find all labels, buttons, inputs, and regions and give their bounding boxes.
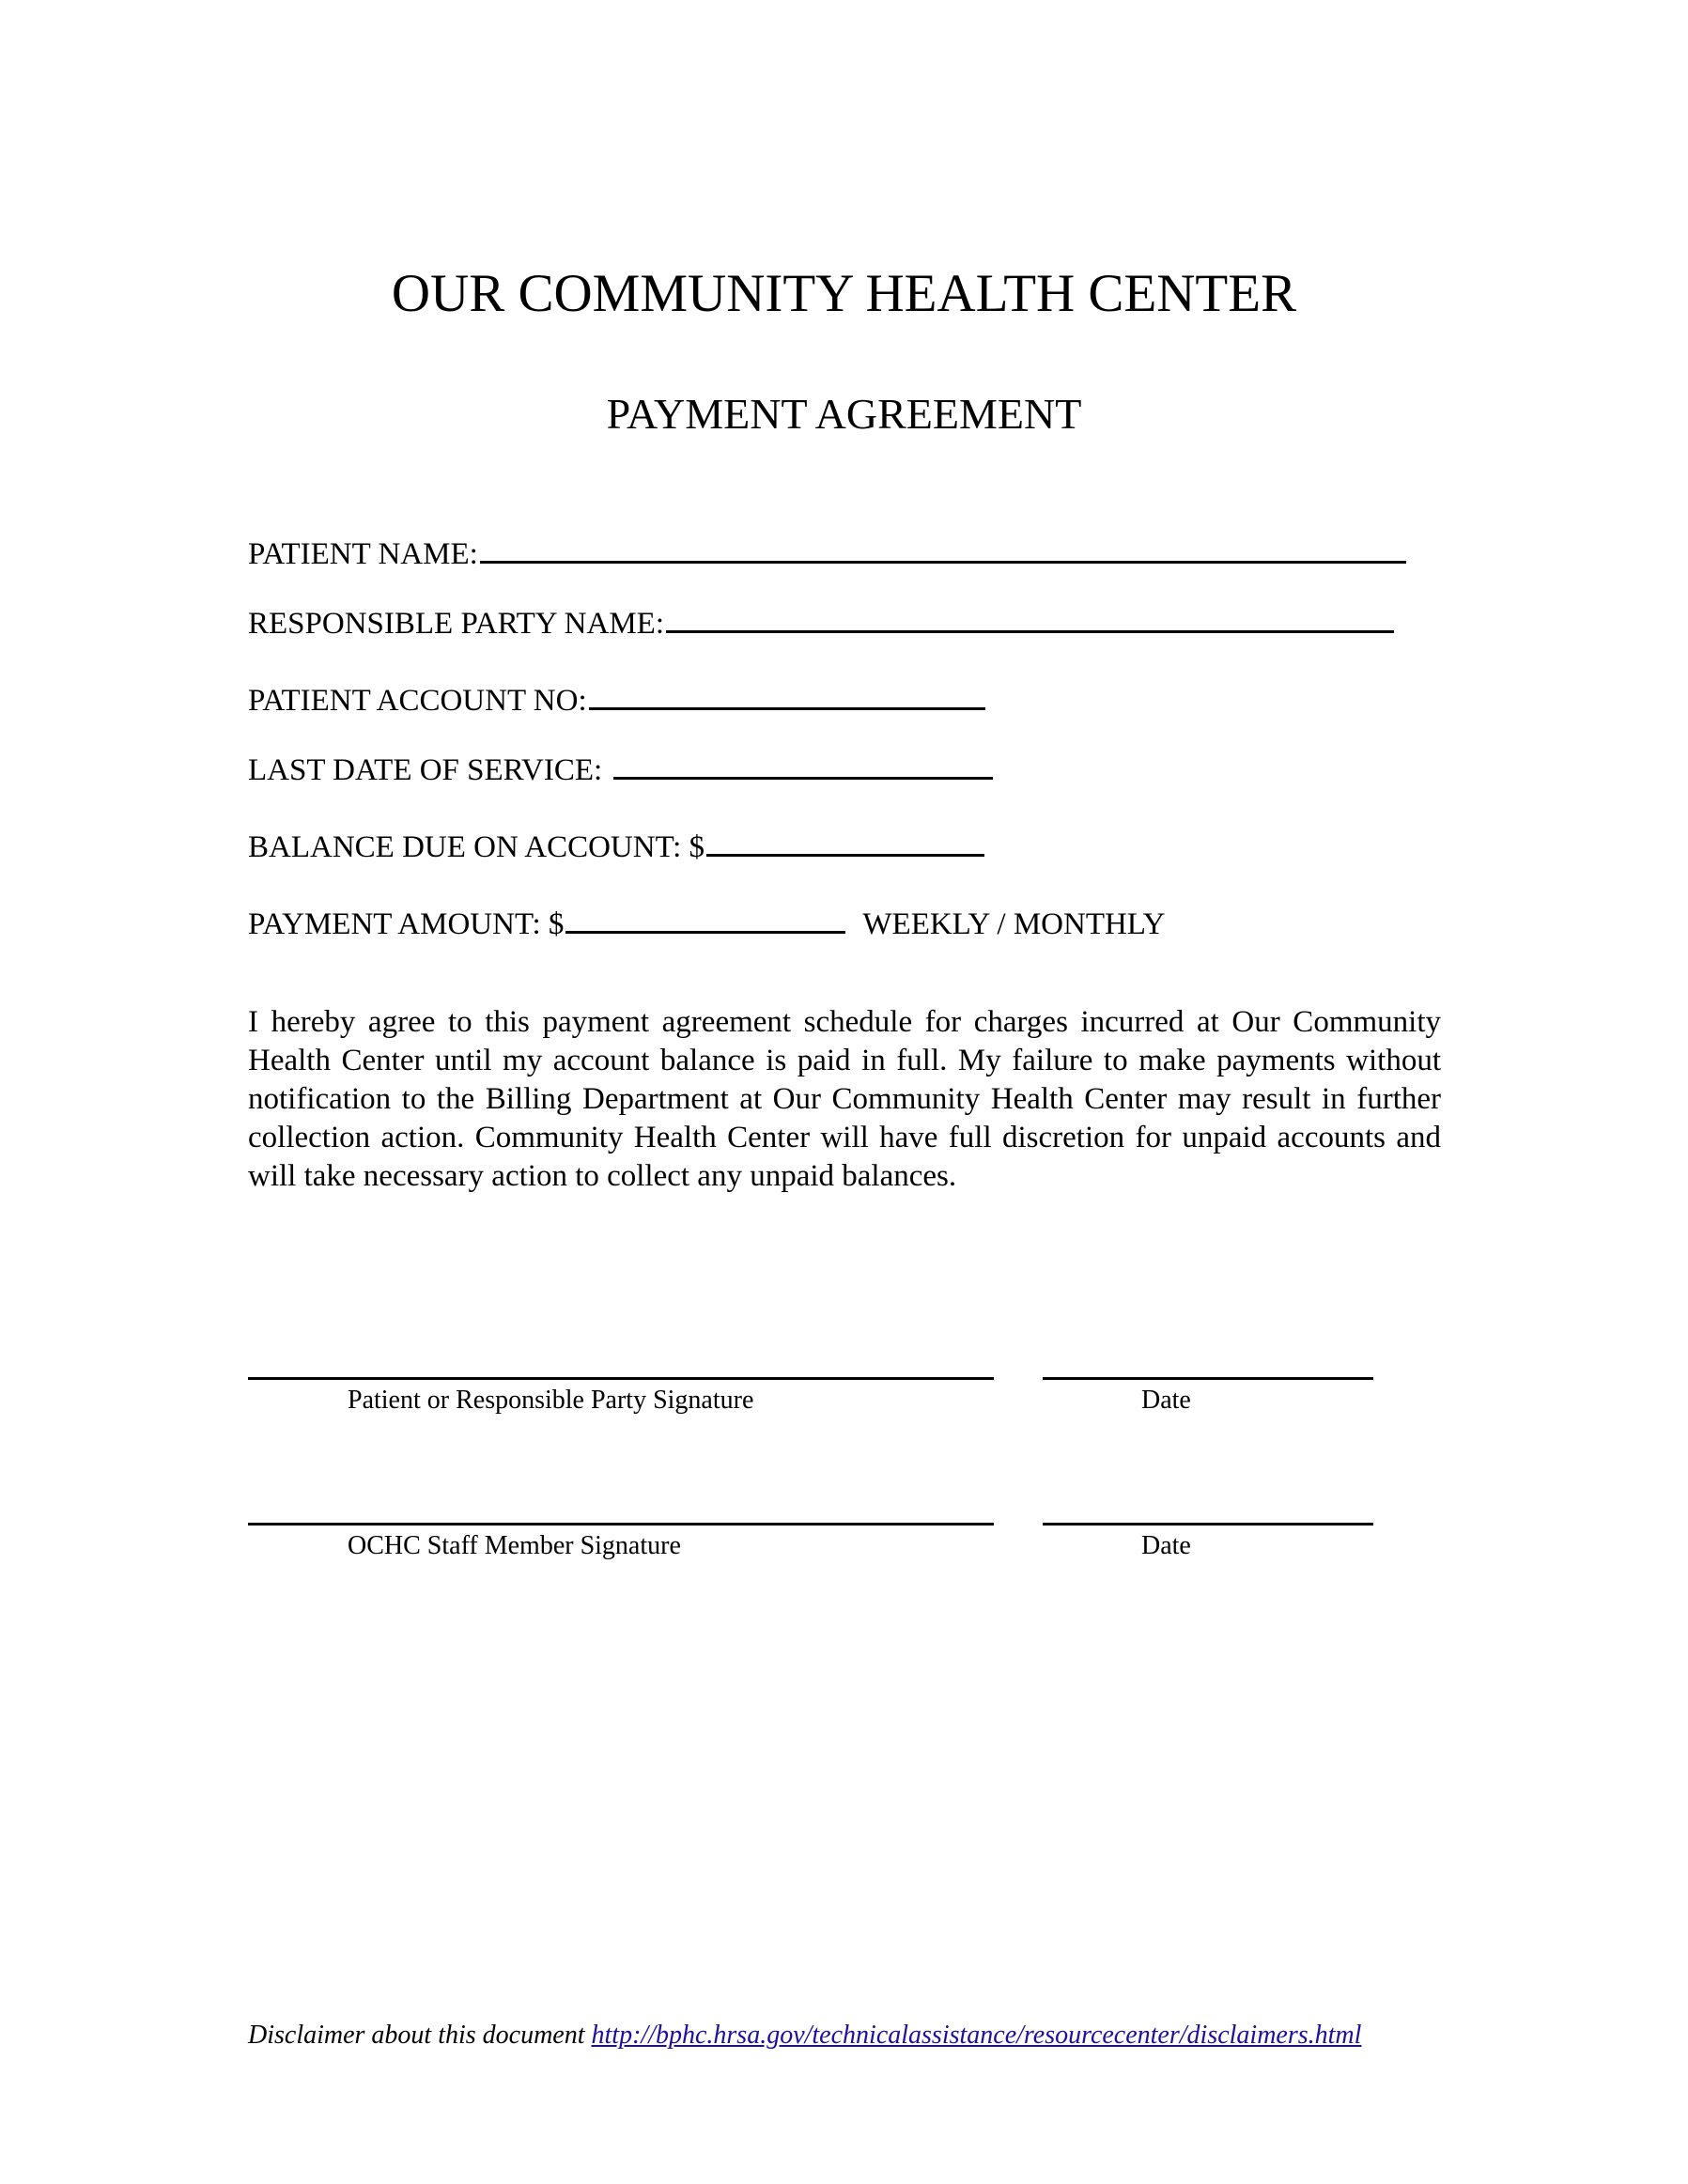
payment-amount-label: PAYMENT AMOUNT: $ [248,907,565,941]
staff-date-caption: Date [1141,1531,1191,1560]
last-date-of-service-blank[interactable] [613,776,993,780]
disclaimer-link[interactable]: http://bphc.hrsa.gov/technicalassistance/resourcecenter/disclaimers.html [591,2021,1362,2050]
payment-amount-field [248,906,1166,943]
patient-signature-caption: Patient or Responsible Party Signature [348,1386,754,1415]
responsible-party-name-blank[interactable] [666,629,1394,633]
balance-due-field [248,829,984,866]
staff-signature-line[interactable] [248,1523,994,1526]
responsible-party-name-label: RESPONSIBLE PARTY NAME: [248,607,664,641]
patient-account-no-field [248,682,985,720]
staff-date-line[interactable] [1043,1523,1373,1526]
balance-due-blank[interactable] [706,853,984,857]
organization-title: OUR COMMUNITY HEALTH CENTER [391,264,1297,323]
patient-date-line[interactable] [1043,1377,1373,1380]
disclaimer [248,2020,1361,2052]
patient-signature-line[interactable] [248,1377,994,1380]
staff-signature-caption: OCHC Staff Member Signature [348,1531,681,1560]
patient-account-no-blank[interactable] [589,706,985,710]
last-date-of-service-label: LAST DATE OF SERVICE: [248,753,603,787]
patient-name-field [248,535,1406,573]
balance-due-label: BALANCE DUE ON ACCOUNT: $ [248,830,705,864]
payment-amount-blank[interactable] [565,930,845,934]
disclaimer-text: Disclaimer about this document [248,2021,585,2050]
last-date-of-service-field [248,751,993,789]
patient-name-label: PATIENT NAME: [248,537,478,571]
patient-account-no-label: PATIENT ACCOUNT NO: [248,684,587,718]
patient-name-blank[interactable] [480,560,1406,564]
payment-frequency-label: WEEKLY / MONTHLY [862,907,1166,941]
agreement-paragraph: I hereby agree to this payment agreement schedule for charges incurred at Our Community Health Center until my account balance is paid in full. My failure to make payments without notification to the Billing Department at Our Community Health Center may result in further collection action. Community Health Center will have full discretion for unpaid accounts and will take necessary action to collect any unpaid balances. [248,1005,1441,1193]
responsible-party-name-field [248,605,1394,643]
document-title: PAYMENT AGREEMENT [606,390,1082,438]
patient-date-caption: Date [1141,1386,1191,1415]
